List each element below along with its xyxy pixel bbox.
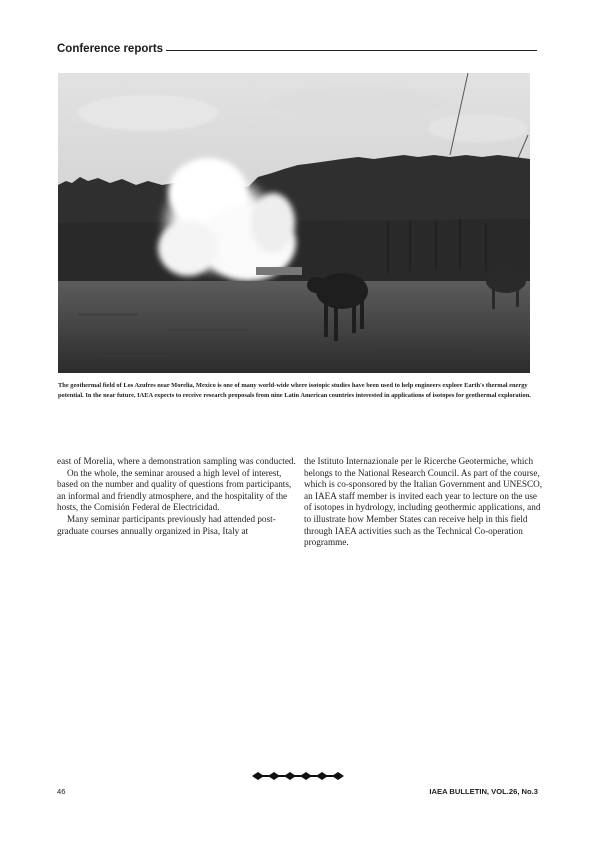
paragraph: Many seminar participants previously had attended post-graduate courses annually organized in Pisa, Italy at <box>57 513 276 536</box>
page-number: 46 <box>57 787 66 796</box>
text-column-right <box>304 456 544 549</box>
paragraph: On the whole, the seminar aroused a high level of interest, based on the number and quality of questions from participants, an informal and friendly atmosphere, and the hospitality of the hosts, the Comisión Federal de Electricidad. <box>57 467 292 513</box>
paragraph: east of Morelia, where a demonstration sampling was conducted. <box>57 456 296 466</box>
section-header <box>57 42 537 58</box>
distant-buildings <box>256 267 302 275</box>
geothermal-field-photo <box>58 73 530 373</box>
text-column-left <box>57 456 297 537</box>
section-title: Conference reports <box>57 42 166 56</box>
paragraph: the Istituto Internazionale per le Ricerche Geotermiche, which belongs to the National Research Council. As part of the course, which is co-sponsored by the Italian Government and UNESCO, an IAEA staff member is invited each year to lecture on the use of isotopes in hydrology, including geothermic applications, and to illustrate how Member States can receive help in this field through IAEA activities such as the Technical Co-operation programme. <box>304 456 543 548</box>
publication-info: IAEA BULLETIN, VOL.26, No.3 <box>429 787 538 796</box>
end-ornament <box>0 768 596 786</box>
photo-caption: The geothermal field of Los Azufres near Morelia, Mexico is one of many world-wide where isotopic studies have been used to help engineers explore Earth's thermal energy potential. In the near future, IAEA expects to receive research proposals from nine Latin American countries interested in applications of isotopes for geothermal exploration. <box>58 382 531 399</box>
diamond-arrows-icon <box>252 771 344 781</box>
